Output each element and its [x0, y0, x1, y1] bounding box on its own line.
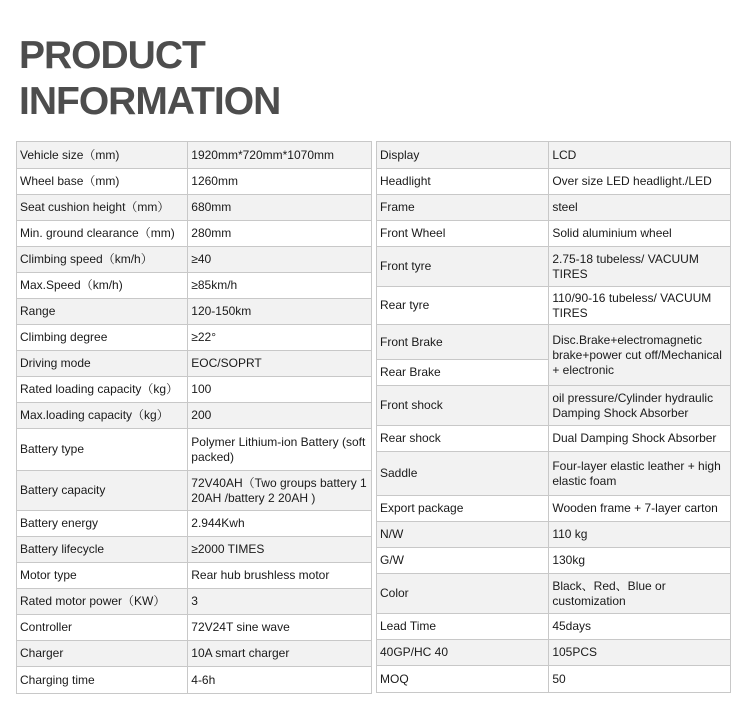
spec-label: 40GP/HC 40: [377, 640, 549, 666]
spec-value: Dual Damping Shock Absorber: [549, 426, 731, 452]
spec-label: G/W: [377, 548, 549, 574]
spec-label: Battery type: [17, 429, 188, 471]
spec-value: 1920mm*720mm*1070mm: [188, 142, 372, 169]
table-row: [377, 666, 731, 693]
spec-value: ≥22°: [188, 325, 372, 351]
spec-value: Four-layer elastic leather + high elastic foam: [549, 452, 731, 496]
table-row: [377, 325, 731, 360]
spec-label: Front tyre: [377, 247, 549, 287]
spec-label: Rated motor power（KW）: [17, 589, 188, 615]
spec-label: Controller: [17, 615, 188, 641]
spec-label: Rear Brake: [377, 360, 549, 386]
table-row: [17, 325, 372, 351]
spec-value: 120-150km: [188, 299, 372, 325]
spec-label: Saddle: [377, 452, 549, 496]
spec-value: 130kg: [549, 548, 731, 574]
spec-value: 100: [188, 377, 372, 403]
spec-label: Front Wheel: [377, 221, 549, 247]
spec-label: Front shock: [377, 386, 549, 426]
spec-value: oil pressure/Cylinder hydraulic Damping Shock Absorber: [549, 386, 731, 426]
table-row: [377, 221, 731, 247]
table-row: [17, 511, 372, 537]
spec-label: N/W: [377, 522, 549, 548]
spec-label: Seat cushion height（mm）: [17, 195, 188, 221]
table-row: [17, 641, 372, 667]
spec-table-right: [376, 141, 731, 693]
spec-label: Rear shock: [377, 426, 549, 452]
table-row: [17, 537, 372, 563]
spec-label: Vehicle size（mm): [17, 142, 188, 169]
spec-value: steel: [549, 195, 731, 221]
spec-value: 2.944Kwh: [188, 511, 372, 537]
spec-value: 10A smart charger: [188, 641, 372, 667]
table-row: [17, 377, 372, 403]
table-row: [377, 386, 731, 426]
spec-value: 105PCS: [549, 640, 731, 666]
table-row: [17, 247, 372, 273]
table-row: [17, 221, 372, 247]
table-row: [17, 351, 372, 377]
spec-label: Rated loading capacity（kg）: [17, 377, 188, 403]
spec-label: Export package: [377, 496, 549, 522]
table-row: [377, 548, 731, 574]
spec-label: Wheel base（mm): [17, 169, 188, 195]
table-row: [17, 615, 372, 641]
spec-value: 72V40AH（Two groups battery 1 20AH /battery 2 20AH ): [188, 471, 372, 511]
spec-label: Frame: [377, 195, 549, 221]
spec-value: 1260mm: [188, 169, 372, 195]
table-row: [377, 522, 731, 548]
spec-value: Rear hub brushless motor: [188, 563, 372, 589]
spec-value: 3: [188, 589, 372, 615]
spec-label: Front Brake: [377, 325, 549, 360]
table-row: [377, 169, 731, 195]
spec-label: Motor type: [17, 563, 188, 589]
table-row: [17, 195, 372, 221]
spec-label: Battery energy: [17, 511, 188, 537]
spec-value: Solid aluminium wheel: [549, 221, 731, 247]
spec-label: Battery lifecycle: [17, 537, 188, 563]
spec-label: Display: [377, 142, 549, 169]
spec-value: ≥2000 TIMES: [188, 537, 372, 563]
spec-label: Headlight: [377, 169, 549, 195]
spec-value: 45days: [549, 614, 731, 640]
spec-value: Polymer Lithium-ion Battery (soft packed): [188, 429, 372, 471]
table-row: [17, 589, 372, 615]
spec-label: Lead Time: [377, 614, 549, 640]
table-row: [17, 403, 372, 429]
table-row: [17, 563, 372, 589]
spec-label: Charger: [17, 641, 188, 667]
spec-value: 200: [188, 403, 372, 429]
spec-label: Climbing degree: [17, 325, 188, 351]
title-line-1: PRODUCT: [19, 34, 205, 77]
table-row: [377, 142, 731, 169]
spec-table-left: [16, 141, 372, 694]
table-row: [377, 640, 731, 666]
spec-value: Over size LED headlight./LED: [549, 169, 731, 195]
spec-value: LCD: [549, 142, 731, 169]
spec-value: ≥40: [188, 247, 372, 273]
spec-value: EOC/SOPRT: [188, 351, 372, 377]
table-row: [17, 299, 372, 325]
table-row: [17, 429, 372, 471]
title-line-2: INFORMATION: [19, 80, 281, 123]
spec-value: 280mm: [188, 221, 372, 247]
spec-label: Rear tyre: [377, 287, 549, 325]
spec-value: 4-6h: [188, 667, 372, 694]
table-row: [17, 169, 372, 195]
spec-label: Max.loading capacity（kg）: [17, 403, 188, 429]
table-row: [17, 667, 372, 694]
spec-label: Max.Speed（km/h): [17, 273, 188, 299]
spec-value: 2.75-18 tubeless/ VACUUM TIRES: [549, 247, 731, 287]
spec-value: 50: [549, 666, 731, 693]
spec-label: Driving mode: [17, 351, 188, 377]
spec-label: Battery capacity: [17, 471, 188, 511]
spec-label: Color: [377, 574, 549, 614]
page-title: [19, 33, 280, 125]
table-row: [377, 195, 731, 221]
spec-value: 110 kg: [549, 522, 731, 548]
spec-label: Min. ground clearance（mm): [17, 221, 188, 247]
spec-label: Range: [17, 299, 188, 325]
table-row: [377, 574, 731, 614]
spec-label: Charging time: [17, 667, 188, 694]
spec-value: 680mm: [188, 195, 372, 221]
spec-value: ≥85km/h: [188, 273, 372, 299]
spec-value: Wooden frame + 7-layer carton: [549, 496, 731, 522]
spec-value: Black、Red、Blue or customization: [549, 574, 731, 614]
table-row: [17, 142, 372, 169]
spec-label: Climbing speed（km/h）: [17, 247, 188, 273]
table-row: [377, 247, 731, 287]
table-row: [377, 426, 731, 452]
spec-value: 110/90-16 tubeless/ VACUUM TIRES: [549, 287, 731, 325]
table-row: [377, 496, 731, 522]
table-row: [377, 452, 731, 496]
table-row: [17, 471, 372, 511]
spec-value: 72V24T sine wave: [188, 615, 372, 641]
table-row: [377, 614, 731, 640]
table-row: [17, 273, 372, 299]
table-row: [377, 287, 731, 325]
spec-value-brakes: Disc.Brake+electromagnetic brake+power cut off/Mechanical + electronic: [549, 325, 731, 386]
spec-label: MOQ: [377, 666, 549, 693]
